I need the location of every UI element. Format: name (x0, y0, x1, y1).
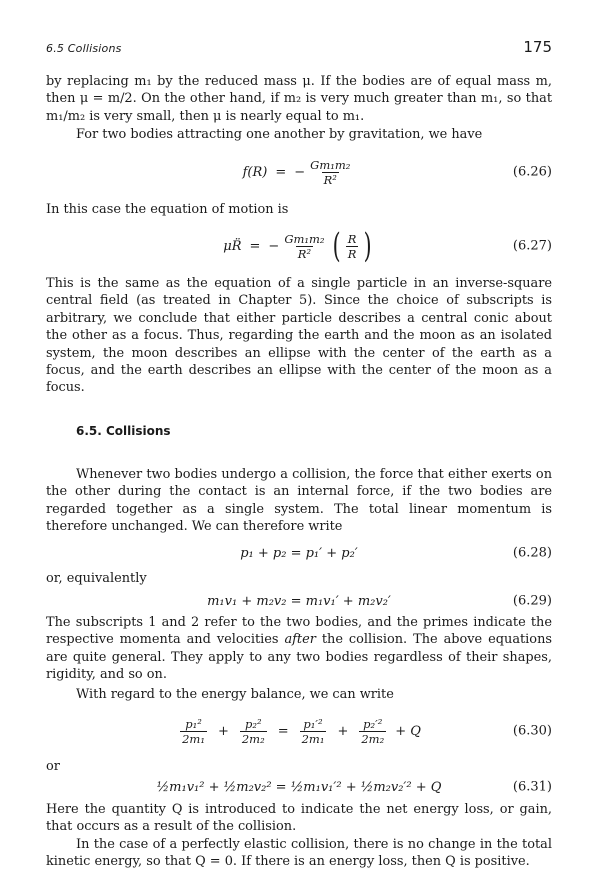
eq-6-30-term4-den: 2m₂ (361, 731, 385, 746)
eq-6-27-fraction (282, 232, 326, 261)
eq-6-30-term3-den: 2m₁ (301, 731, 325, 746)
page-number: 175 (523, 38, 552, 56)
eq-6-30-term4-num: p₂′² (363, 716, 383, 731)
eq-6-27-minus: − (268, 238, 280, 254)
eq-6-30-term3 (300, 717, 327, 746)
eq-6-30-term1 (180, 717, 207, 746)
equation-number-6-28: (6.28) (512, 545, 552, 561)
paragraph-subscripts-italic: after (284, 632, 316, 648)
paragraph-central-conic: This is the same as the equation of a single particle in an inverse-square central field (as treated in Chapter 5). Since the choice of subscripts is arbitrary, we conclude that either particle describes a central conic about the other as a focus. Thus, regarding the earth and the moon as an isolated system, the moon describes an ellipse with the center of the earth as a focus, and the earth describes an ellipse with the center of the moon as a focus. (46, 276, 552, 396)
paragraph-elastic-collision: In the case of a perfectly elastic collision, there is no change in the total kinetic energy, so that Q = 0. If there is an energy loss, then Q is positive. (46, 837, 552, 870)
eq-6-26-numerator: Gm₁m₂ (310, 157, 351, 172)
eq-6-29-body: m₁v₁ + m₂v₂ = m₁v₁′ + m₂v₂′ (207, 593, 391, 609)
eq-6-30-term1-den: 2m₁ (182, 731, 205, 746)
eq-6-27-unit-denominator: R (347, 246, 357, 261)
eq-6-27-denominator: R² (297, 246, 312, 261)
eq-6-30-term2-num: p₂² (244, 716, 262, 731)
eq-6-30-plus1: + (217, 723, 229, 739)
eq-6-30-term4 (359, 717, 386, 746)
paragraph-quantity-q: Here the quantity Q is introduced to indicate the net energy loss, or gain, that occurs as a result of the collision. (46, 802, 552, 835)
eq-6-27-paren-close: ) (364, 226, 373, 266)
equation-6-29 (46, 588, 552, 614)
eq-6-30-term1-num: p₁² (185, 716, 202, 731)
paragraph-or-equivalently: or, equivalently (46, 571, 147, 586)
eq-6-26-fraction (308, 158, 352, 187)
eq-6-26-denominator: R² (323, 172, 337, 187)
eq-6-30-tail: + Q (395, 723, 421, 739)
equation-6-28 (46, 540, 552, 566)
eq-6-30-term2 (240, 717, 267, 746)
eq-6-30-equals: = (277, 723, 289, 739)
equation-number-6-27: (6.27) (512, 238, 552, 254)
eq-6-30-plus2: + (337, 723, 349, 739)
eq-6-30-term2-den: 2m₂ (241, 731, 265, 746)
eq-6-31-body: ½m₁v₁² + ½m₂v₂² = ½m₁v₁′² + ½m₂v₂′² + Q (156, 779, 442, 795)
equation-number-6-26: (6.26) (512, 164, 552, 180)
paragraph-subscripts (46, 614, 552, 684)
equation-6-27 (46, 224, 552, 268)
running-head (46, 38, 552, 60)
equation-number-6-31: (6.31) (512, 779, 552, 795)
eq-6-28-body: p₁ + p₂ = p₁′ + p₂′ (240, 545, 358, 561)
paragraph-gravitation-intro: For two bodies attracting one another by gravitation, we have (76, 127, 483, 142)
eq-6-27-paren-open: ( (332, 226, 341, 266)
paragraph-subscripts-part1: The subscripts 1 and 2 refer to the two bodies, and the primes indicate the respective momenta and velocities (46, 615, 552, 648)
eq-6-27-numerator: Gm₁m₂ (284, 231, 325, 246)
equation-number-6-29: (6.29) (512, 593, 552, 609)
paragraph-equation-of-motion: In this case the equation of motion is (46, 202, 289, 217)
eq-6-27-lhs: μR̈ (223, 238, 242, 254)
eq-6-27-unit-numerator: R (347, 231, 357, 246)
paragraph-energy-balance: With regard to the energy balance, we can write (76, 687, 394, 702)
eq-6-27-equals: = (249, 238, 261, 254)
eq-6-27-unit-vector (346, 232, 359, 261)
equation-number-6-30: (6.30) (512, 723, 552, 739)
eq-6-30-term3-num: p₁′² (303, 716, 323, 731)
paragraph-reduced-mass: by replacing m₁ by the reduced mass μ. If the bodies are of equal mass m, then μ = m/2. On the other hand, if m₂ is very much greater than m₁, so that m₁/m₂ is very small, then μ is nearly equal to m₁. (46, 74, 552, 124)
eq-6-26-lhs: f(R) (242, 164, 268, 180)
paragraph-or: or (46, 759, 60, 774)
running-head-section: 6.5 Collisions (46, 42, 122, 55)
equation-6-31 (46, 774, 552, 800)
eq-6-26-equals: = (275, 164, 287, 180)
eq-6-26-minus: − (294, 164, 306, 180)
equation-6-30 (46, 710, 552, 752)
paragraph-collision-intro: Whenever two bodies undergo a collision, the force that either exerts on the other during the contact is an internal force, if the two bodies are regarded together as a single system. The total linear momentum is therefore unchanged. We can therefore write (46, 467, 552, 535)
section-heading: 6.5. Collisions (76, 424, 171, 438)
paragraph-subscripts-part2: the collision. The above equations are quite general. They apply to any two bodies regardless of their shapes, rigidity, and so on. (46, 632, 552, 683)
equation-6-26 (46, 152, 552, 192)
